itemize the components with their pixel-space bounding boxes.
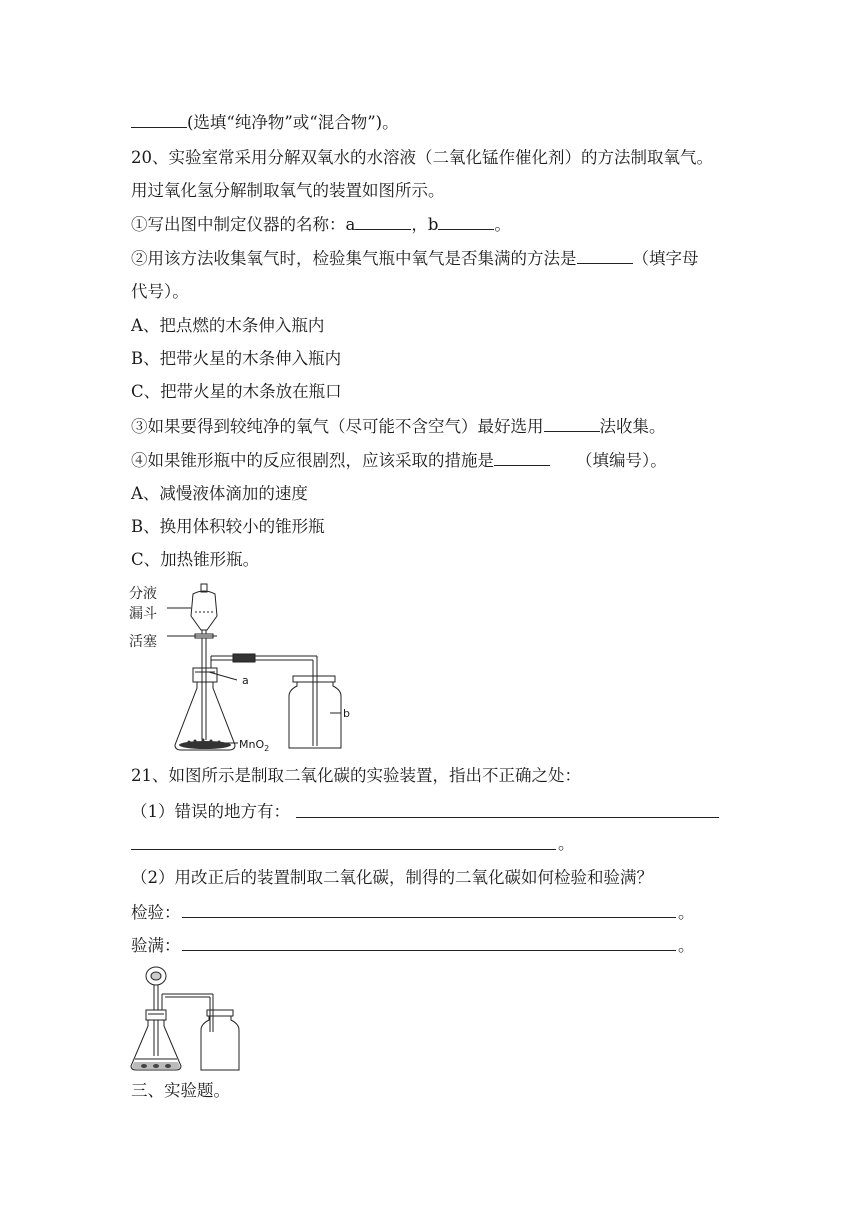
q20-part4-option-b: B、换用体积较小的锥形瓶 (131, 517, 325, 536)
q20-part2-cont: 代号）。 (131, 282, 189, 301)
q21-s1-period: 。 (558, 834, 575, 853)
co2-apparatus-drawing (131, 967, 239, 1070)
q20-part4: ④如果锥形瓶中的反应很剧烈，应该采取的措施是 （填编号）。 (131, 448, 667, 473)
q20-part3: ③如果要得到较纯净的氧气（尽可能不含空气）最好选用 法收集。 (131, 414, 666, 439)
oxygen-apparatus-figure (125, 580, 375, 755)
q20-part4-option-c: C、加热锥形瓶。 (131, 550, 260, 569)
marble-chips (141, 1064, 171, 1068)
co2-apparatus-figure (125, 962, 250, 1074)
label-b: b (343, 707, 350, 720)
q21-s1-label: （1）错误的地方有： (131, 802, 290, 821)
q21-full-period: 。 (678, 936, 695, 955)
section3-title: 三、实验题。 (131, 1081, 230, 1100)
q21-s2: （2）用改正后的装置制取二氧化碳，制得的二氧化碳如何检验和验满？ (131, 868, 653, 887)
answer-blank[interactable] (131, 110, 187, 128)
q21-full-label: 验满： (131, 936, 181, 955)
q21-check-label: 检验： (131, 903, 181, 922)
q20-part1: ①写出图中制定仪器的名称：a ，b 。 (131, 212, 511, 237)
q21-check-answer-line[interactable] (182, 917, 676, 918)
q20-intro-line2: 用过氧化氢分解制取氧气的装置如图所示。 (131, 181, 445, 200)
funnel-label-1: 分液 (129, 586, 157, 602)
q21-intro: 21、如图所示是制取二氧化碳的实验装置，指出不正确之处： (131, 766, 581, 785)
q20-part2-option-b: B、把带火星的木条伸入瓶内 (131, 349, 342, 368)
q20-intro-line1: 20、实验室常采用分解双氧水的水溶液（二氧化锰作催化剂）的方法制取氧气。 (131, 148, 713, 167)
q20-part2: ②用该方法收集氧气时，检验集气瓶中氧气是否集满的方法是 （填字母 (131, 246, 699, 271)
q20-part4-option-a: A、减慢液体滴加的速度 (131, 484, 308, 503)
funnel-label-2: 漏斗 (129, 606, 157, 622)
mno2-powder (179, 739, 231, 750)
q21-s1-answer-line2[interactable] (131, 849, 556, 850)
q20-part2-option-a: A、把点燃的木条伸入瓶内 (131, 316, 325, 335)
apparatus-drawing (167, 584, 341, 750)
blank-measure[interactable] (494, 448, 550, 466)
blank-a[interactable] (355, 212, 411, 230)
q19-answer-line: (选填“纯净物”或“混合物”)。 (131, 110, 399, 135)
q21-check-period: 。 (678, 903, 695, 922)
stopcock-label: 活塞 (129, 634, 157, 650)
q21-full-answer-line[interactable] (182, 950, 676, 951)
blank-collection[interactable] (544, 414, 600, 432)
catalyst-label: MnO$_2$ (239, 738, 270, 753)
q20-part2-option-c: C、把带火星的木条放在瓶口 (131, 382, 342, 401)
label-a: a (242, 674, 249, 687)
blank-method[interactable] (577, 246, 633, 264)
q21-s1-answer-line1[interactable] (296, 817, 719, 818)
blank-b[interactable] (438, 212, 494, 230)
